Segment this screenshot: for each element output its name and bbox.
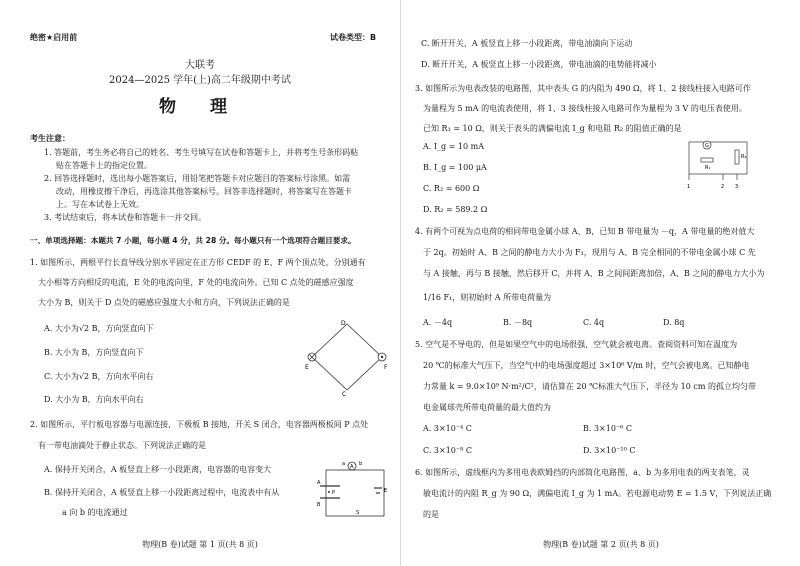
page-right <box>400 0 800 566</box>
q6-line: 6. 如图所示，虚线框内为多用电表欧姆挡的内部简化电路图，a、b 为多用电表的两支表笔，灵 <box>415 468 750 477</box>
label-g-ammeter: A <box>350 464 354 470</box>
label-e: E <box>305 364 309 371</box>
q5-line: 力常量 k = 9.0×10⁹ N·m²/C²，请估算在 20 ℃标准大气压下，半径为 10 cm 的孤立均匀带 <box>423 382 756 391</box>
q6-line: 的是 <box>423 510 439 519</box>
q5-option-c: C. 3×10⁻⁸ C <box>423 446 472 455</box>
label-plate-b: B <box>317 502 321 508</box>
notes-heading: 考生注意： <box>30 134 70 143</box>
q2-option-d: D. 断开开关，A 板竖直上移一小段距离，带电油滴的电势能将减小 <box>421 60 657 69</box>
note-line: 改动，用橡皮擦干净后，再选涂其他答案标号。回答非选择题时，将答案写在答题卡 <box>56 187 352 196</box>
subject-title: 物 理 <box>159 97 241 117</box>
q2-option-b-cont: a 向 b 的电流通过 <box>62 508 128 517</box>
q5-line: 5. 空气是不导电的，但是如果空气中的电场很强，空气就会被电离。查阅资料可知在温度为 <box>415 340 738 349</box>
q5-line: 电金属球壳所带电荷量的最大值约为 <box>423 403 551 412</box>
label-3: 3 <box>735 184 739 190</box>
label-r2: R₂ <box>741 154 747 160</box>
q5-option-b: B. 3×10⁻⁶ C <box>583 424 633 433</box>
q1-option-d: D. 大小为 B，方向水平向右 <box>44 395 144 404</box>
q4-option-a: A. －4q <box>423 318 453 327</box>
q2-option-a: A. 保持开关闭合，A 板竖直上移一小段距离，电容器的电容变大 <box>44 465 272 474</box>
label-plate-a: A <box>317 480 321 486</box>
q3-option-d: D. R₂ = 589.2 Ω <box>423 205 488 214</box>
paper-type-label: 试卷类型：B <box>330 33 377 42</box>
label-2: 2 <box>721 184 725 190</box>
q4-line: 4. 有两个可视为点电荷的相同带电金属小球 A、B，已知 B 带电量为 －q，A 带电量的绝对值大 <box>415 227 755 236</box>
q3-option-a: A. I_g = 10 mA <box>423 142 485 151</box>
q1-option-c: C. 大小为√2 B，方向水平向右 <box>44 372 154 381</box>
label-f: F <box>384 364 388 371</box>
q2-capacitor-diagram <box>316 458 394 522</box>
q5-option-a: A. 3×10⁻⁴ C <box>423 424 472 433</box>
q3-line: 为量程为 5 mA 的电流表使用，将 1、3 接线柱接入电路可作为量程为 3 V 的电压表使用。 <box>423 104 747 113</box>
note-line: 2. 回答选择题时，选出每小题答案后，用铅笔把答题卡对应题目的答案标号涂黑。如需 <box>44 174 351 183</box>
label-c: C <box>342 391 347 396</box>
note-line: 1. 答题前，考生务必将自己的姓名、考生号填写在试卷和答题卡上，并将考生号条形码粘 <box>44 148 359 157</box>
section-heading: 一、单项选择题：本题共 7 小题，每小题 4 分，共 28 分。每小题只有一个选项符合题目要求。 <box>30 236 356 245</box>
footer-right: 物理(B 卷)试题 第 2 页(共 8 页) <box>543 540 659 549</box>
q3-circuit-diagram <box>683 138 759 190</box>
label-g: G <box>705 143 709 149</box>
exam-title: 2024—2025 学年(上)高二年级期中考试 <box>109 75 291 86</box>
q5-option-d: D. 3×10⁻¹⁰ C <box>583 446 636 455</box>
q4-option-b: B. －8q <box>503 318 533 327</box>
label-r1: R₁ <box>705 165 711 171</box>
q4-line: 1/16 F₁，则初始时 A 所带电荷量为 <box>423 293 552 302</box>
q4-option-c: C. 4q <box>583 318 605 327</box>
q1-option-b: B. 大小为 B，方向竖直向下 <box>44 348 144 357</box>
q2-line: 有一带电油滴处于静止状态。下列说法正确的是 <box>38 441 206 450</box>
q5-line: 20 ℃的标准大气压下，当空气中的电场强度超过 3×10⁶ V/m 时，空气会被电离。已知静电 <box>423 361 750 370</box>
q2-option-c: C. 断开开关，A 板竖直上移一小段距离，带电油滴向下运动 <box>421 39 633 48</box>
label-a: a <box>342 461 346 467</box>
q1-line: 大小相等方向相反的电流，E 处的电流向里，F 处的电流向外。已知 C 点处的磁感应强度 <box>38 278 354 287</box>
org-title: 大联考 <box>185 60 215 71</box>
q2-option-b: B. 保持开关闭合，A 板竖直上移一小段距离过程中，电流表中有从 <box>44 488 280 497</box>
label-p: P <box>332 490 336 496</box>
label-b: b <box>359 461 363 467</box>
note-line: 贴在答题卡上的指定位置。 <box>56 161 152 170</box>
label-s: S <box>356 510 360 516</box>
q1-option-a: A. 大小为√2 B，方向竖直向下 <box>44 324 154 333</box>
label-source: E <box>384 488 388 494</box>
q4-line: 于 2q。初始时 A、B 之间的静电力大小为 F₁，现用与 A、B 完全相同的不带电金属小球 C 先 <box>423 248 756 257</box>
note-line: 上。写在本试卷上无效。 <box>56 200 144 209</box>
q1-square-diagram <box>302 316 392 396</box>
label-1: 1 <box>687 184 691 190</box>
q6-line: 敏电流计的内阻 R_g 为 90 Ω，满偏电流 I_g 为 1 mA。若电源电动势 E = 1.5 V，下列说法正确 <box>423 489 772 498</box>
q3-line: 3. 如图所示为电表改装的电路图，其中表头 G 的内阻为 490 Ω，将 1、2 接线柱接入电路可作 <box>415 84 751 93</box>
label-d: D <box>341 320 346 327</box>
q3-option-b: B. I_g = 100 μA <box>423 163 487 172</box>
q1-line: 1. 如图所示，两根平行长直导线分别水平固定在正方形 CEDF 的 E、F 两个顶点处，分别通有 <box>30 258 366 267</box>
q2-line: 2. 如图所示，平行板电容器与电源连接，下极板 B 接地，开关 S 闭合，电容器两极板间 P 点处 <box>30 420 369 429</box>
confidential-label: 绝密★启用前 <box>30 33 78 42</box>
q3-option-c: C. R₂ = 600 Ω <box>423 184 480 193</box>
note-line: 3. 考试结束后，将本试卷和答题卡一并交回。 <box>44 213 207 222</box>
q4-line: 与 A 接触，再与 B 接触，然后移开 C，并将 A、B 之间间距离加倍，A、B 之间的静电力大小为 <box>423 269 765 278</box>
footer-left: 物理(B 卷)试题 第 1 页(共 8 页) <box>142 540 258 549</box>
q3-line: 已知 R₁ = 10 Ω，则关于表头的满偏电流 I_g 和电阻 R₂ 的阻值正确的是 <box>423 124 682 133</box>
q4-option-d: D. 8q <box>663 318 685 327</box>
q1-line: 大小为 B，则关于 D 点处的磁感应强度大小和方向，下列说法正确的是 <box>38 298 290 307</box>
